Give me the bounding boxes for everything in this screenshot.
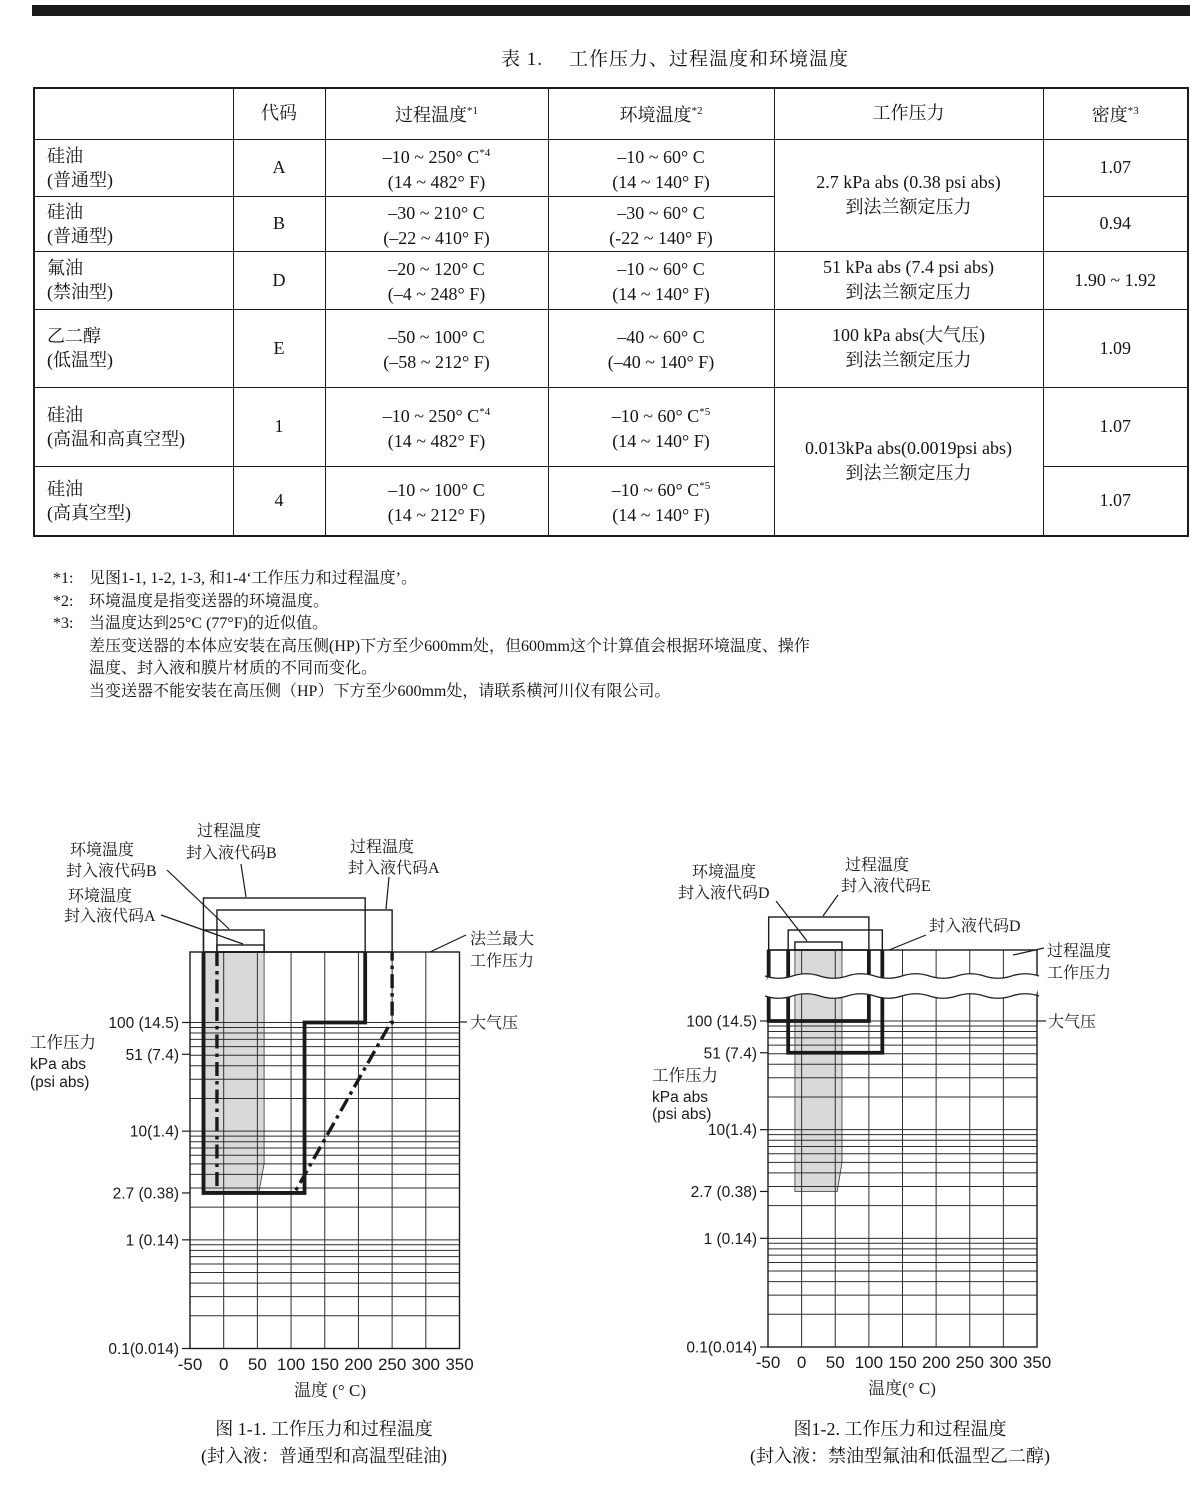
corner-leader: [1013, 948, 1044, 955]
cell-ambient-temp-4: –10 ~ 60° $C^{*5}$ (14 ~ 140° F): [548, 466, 774, 536]
y-axis-title: 工作压力: [652, 1066, 718, 1085]
callout-label: 封入液代码A: [64, 908, 156, 925]
cell-ambient-temp-E: –40 ~ 60° C (–40 ~ 140° F): [548, 309, 774, 387]
cell-process-temp-A: –10 ~ 250° $C^{*4}$ (14 ~ 482° F): [325, 139, 548, 196]
x-tick-label: 200: [921, 1353, 951, 1372]
cell-ambient-temp-D: –10 ~ 60° C (14 ~ 140° F): [548, 251, 774, 309]
table-row: [34, 139, 1188, 196]
pressure-limit-solid: [788, 950, 882, 1053]
corner-annotation: 工作压力: [470, 953, 535, 970]
pressure-limit-solid: [203, 952, 365, 1193]
cell-pressure-D: 51 kPa abs (7.4 psi abs) 到法兰额定压力: [774, 251, 1043, 309]
x-tick-label: 250: [377, 1355, 407, 1374]
cell-process-temp-B: –30 ~ 210° C (–22 ~ 410° F): [325, 196, 548, 251]
callout-leader: [776, 901, 807, 941]
temp-range-box: [769, 917, 869, 950]
y-axis-title: kPa abs: [652, 1089, 709, 1106]
plot-border: [190, 952, 460, 1349]
x-tick-label: 300: [411, 1355, 440, 1374]
callout-leader: [161, 915, 243, 944]
y-tick-label: 10(1.4): [129, 1123, 179, 1141]
scale-break-wave: [765, 994, 1039, 999]
cell-density-E: 1.09: [1043, 309, 1188, 387]
y-tick-label: 0.1(0.014): [686, 1339, 757, 1357]
figure-1-2-title: 图1-2. 工作压力和过程温度: [793, 1419, 1007, 1439]
footnote-3-cont: 温度、封入液和膜片材质的不同而变化。: [89, 660, 378, 677]
callout-leader: [241, 864, 246, 897]
cell-code-E: E: [233, 309, 325, 387]
callout-label: 过程温度: [197, 823, 262, 840]
plot-border: [768, 950, 1037, 1347]
corner-annotation: 法兰最大: [470, 931, 535, 948]
footnote-2: *2: 环境温度是指变送器的环境温度。: [53, 592, 330, 610]
temp-range-box: [788, 930, 882, 950]
temp-range-box: [217, 945, 264, 952]
y-tick-label: 0.1(0.014): [108, 1341, 179, 1358]
y-axis-title: (psi abs): [652, 1106, 712, 1123]
footnotes: [53, 568, 1173, 703]
y-tick-label: 2.7 (0.38): [690, 1183, 757, 1201]
cell-material-E: 乙二醇 (低温型): [34, 309, 233, 387]
cell-code-1: 1: [233, 387, 325, 466]
figure-1-1-subtitle: (封入液：普通型和高温型硅油): [201, 1446, 447, 1466]
header-code: 代码: [233, 88, 325, 139]
header-working-pressure: 工作压力: [774, 88, 1043, 139]
header-material: [34, 88, 233, 139]
cell-process-temp-4: –10 ~ 100° C (14 ~ 212° F): [325, 466, 548, 536]
cell-density-4: 1.07: [1043, 466, 1188, 536]
table-row: [34, 251, 1188, 309]
figure-1-chart: [30, 822, 534, 1400]
x-tick-label: 0: [218, 1355, 229, 1374]
cell-ambient-temp-B: –30 ~ 60° C (-22 ~ 140° F): [548, 196, 774, 251]
x-tick-label: 200: [344, 1355, 373, 1374]
y-tick-label: 51 (7.4): [125, 1046, 179, 1064]
corner-leader: [430, 935, 466, 952]
figure-2-chart: [652, 856, 1111, 1398]
cell-density-B: 0.94: [1043, 196, 1188, 251]
figure-1-1-title: 图 1-1. 工作压力和过程温度: [215, 1419, 433, 1439]
callout-label: 环境温度: [70, 842, 135, 859]
atmosphere-annotation: 大气压: [470, 1015, 519, 1032]
cell-density-A: 1.07: [1043, 139, 1188, 196]
figure-1-1-caption: [94, 1416, 554, 1470]
callout-label: 环境温度: [692, 864, 757, 881]
header-density: 密度$^{*3}$: [1043, 88, 1188, 139]
atmosphere-annotation: 大气压: [1048, 1014, 1097, 1031]
x-tick-label: 100: [276, 1355, 306, 1374]
cell-process-temp-D: –20 ~ 120° C (–4 ~ 248° F): [325, 251, 548, 309]
cell-material-A: 硅油 (普通型): [34, 139, 233, 196]
table-row: [34, 309, 1188, 387]
table-header-row: [34, 88, 1188, 139]
x-tick-label: 150: [888, 1353, 917, 1372]
callout-leader: [167, 870, 229, 929]
y-tick-label: 100 (14.5): [686, 1013, 757, 1031]
callout-leader: [386, 877, 389, 909]
cell-pressure-AB: 2.7 kPa abs (0.38 psi abs) 到法兰额定压力: [774, 139, 1043, 251]
footnote-3-cont: 差压变送器的本体应安装在高压侧(HP)下方至少600mm处，但600mm这个计算值会根据环境温度、操作: [89, 637, 810, 655]
x-tick-label: 50: [247, 1355, 267, 1374]
temp-range-box: [203, 930, 264, 952]
callout-label: 封入液代码A: [348, 860, 440, 877]
y-axis-title: 工作压力: [30, 1033, 96, 1052]
x-tick-label: 100: [854, 1353, 884, 1372]
cell-material-4: 硅油 (高真空型): [34, 466, 233, 536]
callout-label: 过程温度: [845, 857, 910, 874]
x-tick-label: 350: [445, 1355, 474, 1374]
x-tick-label: 300: [989, 1353, 1018, 1372]
callout-label: 封入液代码D: [678, 885, 770, 902]
table-title: [375, 44, 975, 71]
footnote-3-cont: 当变送器不能安装在高压侧（HP）下方至少600mm处，请联系横河川仪有限公司。: [89, 682, 671, 700]
cell-process-temp-1: –10 ~ 250° $C^{*4}$ (14 ~ 482° F): [325, 387, 548, 466]
cell-code-4: 4: [233, 466, 325, 536]
temp-range-box: [795, 942, 842, 950]
callout-leader: [823, 895, 838, 916]
shaded-ambient-region: [205, 952, 264, 1193]
page-top-rule: [32, 5, 1190, 16]
x-tick-label: 250: [955, 1353, 984, 1372]
cell-density-1: 1.07: [1043, 387, 1188, 466]
cell-pressure-14: 0.013kPa abs(0.0019psi abs) 到法兰额定压力: [774, 387, 1043, 536]
callout-label: 环境温度: [68, 888, 133, 905]
footnote-3: *3: 当温度达到25°C (77°F)的近似值。: [53, 615, 329, 632]
pressure-limit-solid: [769, 950, 869, 1021]
callout-leader: [889, 935, 926, 950]
corner-annotation: 过程温度: [1047, 943, 1112, 960]
y-tick-label: 100 (14.5): [108, 1014, 179, 1032]
cell-material-D: 氟油 (禁油型): [34, 251, 233, 309]
callout-label: 封入液代码B: [66, 863, 157, 880]
cell-pressure-E: 100 kPa abs(大气压) 到法兰额定压力: [774, 309, 1043, 387]
table-label: 表 1.: [500, 49, 543, 70]
cell-process-temp-E: –50 ~ 100° C (–58 ~ 212° F): [325, 309, 548, 387]
scale-break-wave: [765, 974, 1039, 979]
x-tick-label: 50: [825, 1353, 845, 1372]
y-tick-label: 1 (0.14): [125, 1232, 179, 1250]
x-axis-title: 温度(° C): [868, 1379, 936, 1398]
cell-material-1: 硅油 (高温和高真空型): [34, 387, 233, 466]
shaded-ambient-region: [795, 950, 842, 1191]
scale-break-mask: [765, 984, 1039, 989]
cell-ambient-temp-1: –10 ~ 60° $C^{*5}$ (14 ~ 140° F): [548, 387, 774, 466]
cell-density-D: 1.90 ~ 1.92: [1043, 251, 1188, 309]
cell-code-D: D: [233, 251, 325, 309]
table-title-text: 工作压力、过程温度和环境温度: [569, 49, 850, 70]
callout-label: 封入液代码B: [186, 845, 277, 862]
header-process-temp: 过程温度$^{*1}$: [325, 88, 548, 139]
y-tick-label: 1 (0.14): [703, 1230, 757, 1248]
cell-material-B: 硅油 (普通型): [34, 196, 233, 251]
spec-table: [33, 87, 1189, 537]
figure-1-2-caption: [650, 1416, 1150, 1470]
x-tick-label: -50: [755, 1353, 781, 1372]
x-tick-label: 0: [796, 1353, 807, 1372]
cell-code-B: B: [233, 196, 325, 251]
y-tick-label: 2.7 (0.38): [112, 1185, 179, 1203]
pressure-limit-dashdot: [217, 952, 392, 1193]
x-tick-label: 350: [1022, 1353, 1052, 1372]
callout-label: 过程温度: [350, 839, 415, 856]
header-ambient-temp: 环境温度$^{*2}$: [548, 88, 774, 139]
y-tick-label: 51 (7.4): [703, 1045, 757, 1063]
x-axis-title: 温度 (° C): [294, 1381, 366, 1400]
x-tick-label: -50: [177, 1355, 203, 1374]
callout-label: 封入液代码D: [929, 918, 1021, 935]
cell-ambient-temp-A: –10 ~ 60° C (14 ~ 140° F): [548, 139, 774, 196]
y-axis-title: (psi abs): [30, 1074, 90, 1091]
cell-code-A: A: [233, 139, 325, 196]
x-tick-label: 150: [310, 1355, 339, 1374]
table-row: [34, 387, 1188, 466]
callout-label: 封入液代码E: [841, 878, 931, 895]
temp-range-box: [217, 910, 392, 952]
y-tick-label: 10(1.4): [707, 1122, 757, 1140]
footnote-1: *1: 见图1-1, 1-2, 1-3, 和1-4‘工作压力和过程温度’。: [53, 570, 417, 587]
figure-1-2-subtitle: (封入液：禁油型氟油和低温型乙二醇): [750, 1446, 1050, 1466]
y-axis-title: kPa abs: [30, 1056, 87, 1073]
temp-range-box: [203, 898, 365, 952]
corner-annotation: 工作压力: [1047, 965, 1112, 982]
